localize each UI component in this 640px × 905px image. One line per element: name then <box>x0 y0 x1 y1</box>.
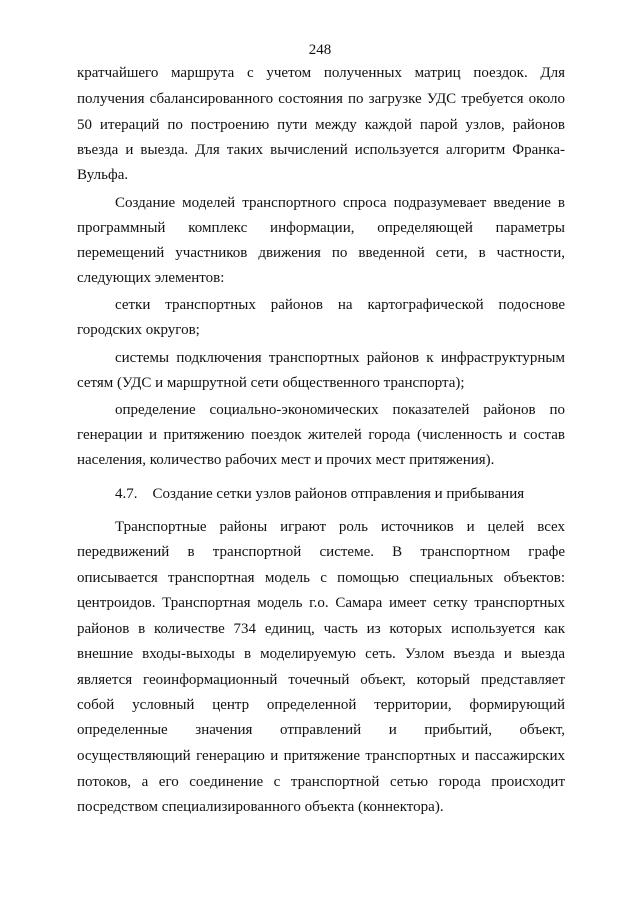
text-line: перемещений участников движения по введенной сети, в частности, <box>77 245 565 261</box>
section-heading: 4.7. Создание сетки узлов районов отправления и прибывания <box>115 486 525 502</box>
text-line: сетки транспортных районов на картографической подоснове <box>115 297 565 313</box>
text-line: сетям (УДС и маршрутной сети общественного транспорта); <box>77 375 465 391</box>
text-line: системы подключения транспортных районов к инфраструктурным <box>115 350 565 366</box>
page-number: 248 <box>308 42 332 58</box>
text-line: городских округов; <box>77 322 200 338</box>
text-line: получения сбалансированного состояния по загрузке УДС требуется около <box>77 91 565 107</box>
text-line: Создание моделей транспортного спроса подразумевает введение в <box>115 195 565 211</box>
text-line: внешние входы-выходы в моделируемую сеть. Узлом въезда и выезда <box>77 646 565 662</box>
text-line: посредством специализированного объекта (коннектора). <box>77 799 444 815</box>
text-line: въезда и выезда. Для таких вычислений используется алгоритм Франка- <box>77 142 565 158</box>
text-line: районов в количестве 734 единиц, часть из которых используется как <box>77 621 565 637</box>
text-line: описывается транспортная модель с помощью специальных объектов: <box>77 570 565 586</box>
text-line: следующих элементов: <box>77 270 225 286</box>
text-line: передвижений в транспортной системе. В транспортном графе <box>77 544 565 560</box>
text-line: населения, количество рабочих мест и прочих мест притяжения). <box>77 452 495 468</box>
text-line: кратчайшего маршрута с учетом полученных матриц поездок. Для <box>77 65 565 81</box>
text-line: центроидов. Транспортная модель г.о. Самара имеет сетку транспортных <box>77 595 565 611</box>
text-line: Транспортные районы играют роль источников и целей всех <box>115 519 565 535</box>
text-line: определенные значения отправлений и прибытий, объект, <box>77 722 565 738</box>
text-line: осуществляющий генерацию и притяжение транспортных и пассажирских <box>77 748 565 764</box>
text-line: потоков, а его соединение с транспортной сетью города происходит <box>77 774 565 790</box>
text-line: является геоинформационный точечный объект, который представляет <box>77 672 565 688</box>
text-line: Вульфа. <box>77 167 129 183</box>
text-line: программный комплекс информации, определяющей параметры <box>77 220 565 236</box>
text-line: 50 итераций по построению пути между каждой парой узлов, районов <box>77 117 565 133</box>
text-line: собой условный центр определенной территории, формирующий <box>77 697 565 713</box>
text-line: определение социально-экономических показателей районов по <box>115 402 565 418</box>
text-line: генерации и притяжению поездок жителей города (численность и состав <box>77 427 565 443</box>
